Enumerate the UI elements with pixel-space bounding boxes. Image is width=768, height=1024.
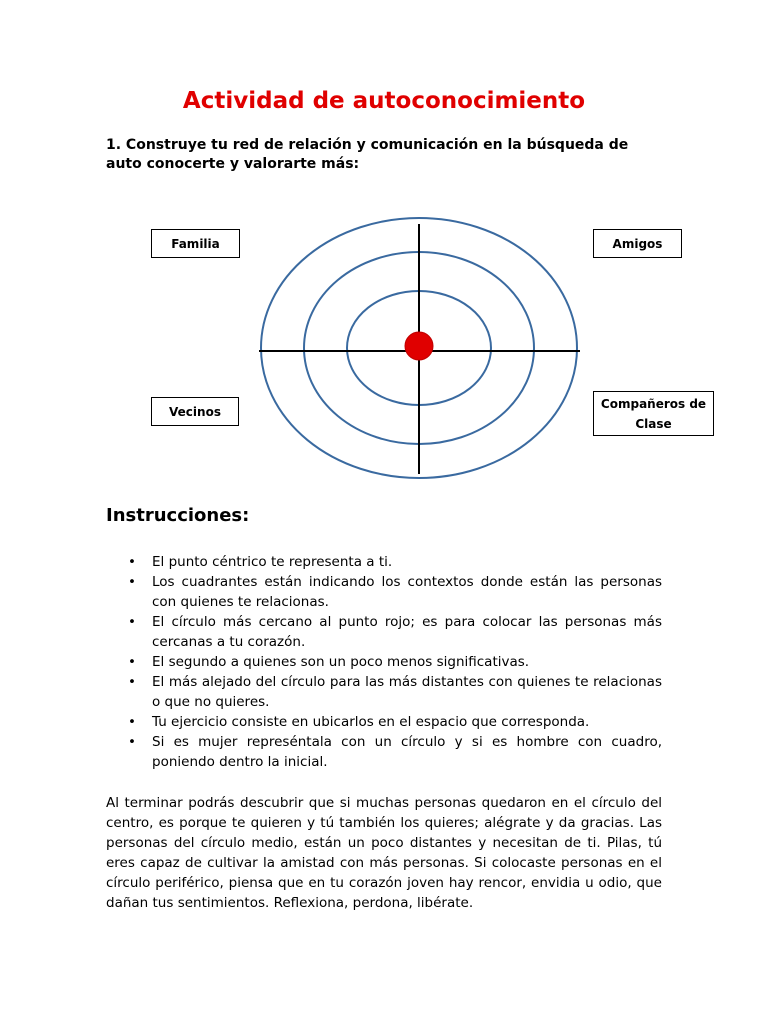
list-item: • El más alejado del círculo para las más distantes con quienes te relacionas o que no quieres.	[106, 672, 662, 712]
label-vecinos-text: Vecinos	[169, 404, 221, 419]
list-item: • El segundo a quienes son un poco menos significativas.	[106, 652, 662, 672]
label-amigos	[593, 229, 682, 258]
label-companeros	[593, 391, 714, 436]
list-item: • Los cuadrantes están indicando los contextos donde están las personas con quienes te relacionas.	[106, 572, 662, 612]
document-title: Actividad de autoconocimiento	[182, 88, 586, 114]
label-amigos-text: Amigos	[612, 236, 663, 251]
label-familia	[151, 229, 240, 258]
closing-paragraph: Al terminar podrás descubrir que si muchas personas quedaron en el círculo del centro, es porque te quieren y tú también los quieres; alégrate y da gracias. Las personas del círculo medio, están un poco distantes y necesitan de ti. Pilas, tú eres capaz de cultivar la amistad con más personas. Si colocaste personas en el círculo periférico, piensa que en tu corazón joven hay rencor, envidia u odio, que dañan tus sentimientos. Reflexiona, perdona, libérate.	[106, 795, 662, 911]
label-companeros-line1: Compañeros de	[600, 396, 707, 411]
list-item: • Si es mujer represéntala con un círculo y si es hombre con cuadro, poniendo dentro la inicial.	[106, 732, 662, 772]
instructions-list	[106, 552, 662, 772]
label-vecinos	[151, 397, 239, 426]
list-item: • El círculo más cercano al punto rojo; es para colocar las personas más cercanas a tu corazón.	[106, 612, 662, 652]
label-familia-text: Familia	[171, 236, 220, 251]
list-item: • El punto céntrico te representa a ti.	[106, 552, 662, 572]
instructions-heading: Instrucciones:	[106, 505, 250, 526]
label-companeros-line2: Clase	[635, 416, 672, 431]
question-1: 1. Construye tu red de relación y comunicación en la búsqueda de auto conocerte y valorarte más:	[106, 137, 629, 172]
center-red-dot	[405, 332, 433, 360]
list-item: • Tu ejercicio consiste en ubicarlos en el espacio que corresponda.	[106, 712, 662, 732]
